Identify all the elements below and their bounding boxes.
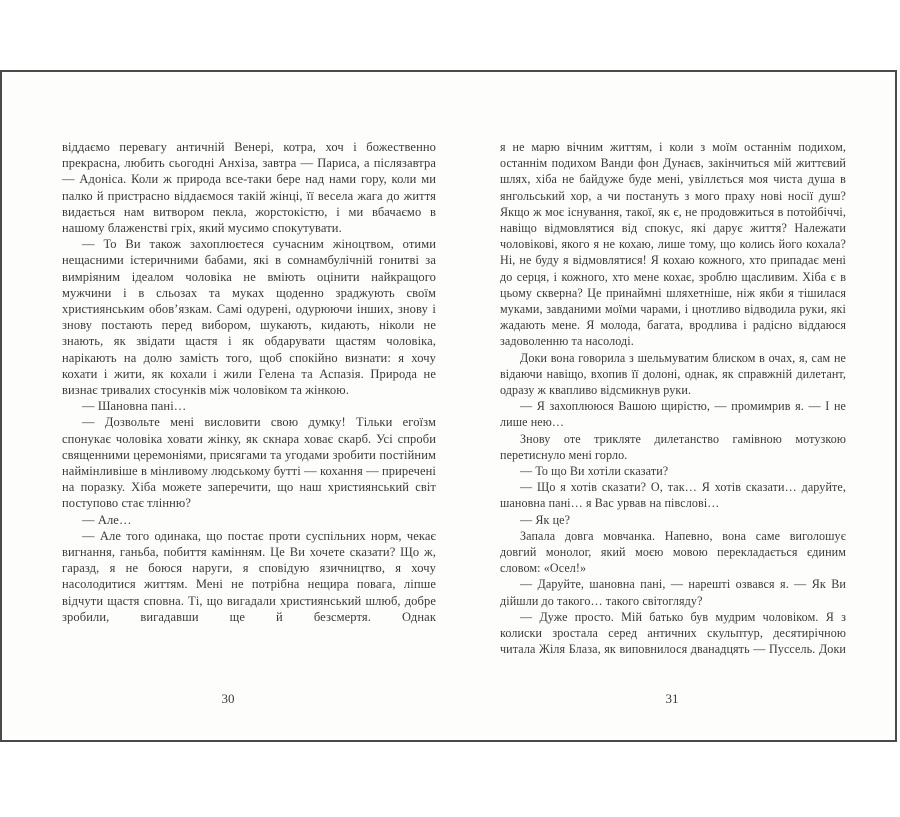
right-page-text-column: [500, 139, 846, 658]
left-page-number: 30: [221, 691, 235, 706]
book-paragraph: — Але того одинака, що постає проти суспільних норм, чекає вигнання, ганьба, побиття камінням. Це Ви хочете сказати? Що ж, гаразд, я не боюся наруги, я сповідую язичництво, я хочу насолодитися життям. Мені не потрібна нещира повага, ліпше відчути щастя сповна. Ті, що вигадали християнський шлюб, добре зробили, вигадавши ще й безсмертя. Однак: [62, 528, 436, 624]
book-paragraph: — Дуже просто. Мій батько був мудрим чоловіком. Я з колиски зростала серед античних скульптур, десятирічною читала Жіля Блаза, як виповнилося дванадцять — Пуссель. Доки: [500, 609, 846, 657]
book-paragraph: — То Ви також захоплюєтеся сучасним жіноцтвом, отими нещасними істеричними бабами, які в сомнамбулічній гонитві за вимріяним ідеалом чоловіка не вміють оцінити найкращого мужчини і в сльозах та муках щоденно зраджують своїм християнським обов’язкам. Самі одурені, одурюючи інших, знову і знову постають перед вибором, шукають, кидають, ніколи не знають, як звідати щастя і як обдарувати щастям чоловіка, нарікають на долю замість того, щоб спокійно визнати: я хочу кохати і жити, як кохали і жили Гелена та Аспазія. Природа не визнає тривалих стосунків між чоловіком та жінкою.: [62, 237, 436, 398]
book-paragraph: — Дозвольте мені висловити свою думку! Тільки егоїзм спонукає чоловіка ховати жінку, як скнара ховає скарб. Усі спроби священними церемоніями, присягами та угодами зробити постійним наймінливіше в мінливому людському бутті — кохання — приречені на поразку. Хіба можете заперечити, що наш християнський світ поступово стає тлінню?: [62, 415, 436, 511]
book-paragraph: — Що я хотів сказати? О, так… Я хотів сказати… даруйте, шановна пані… я Вас урвав на півслові…: [500, 480, 846, 511]
left-page-text-column: [62, 139, 436, 625]
book-paragraph: Доки вона говорила з шельмуватим блиском в очах, я, сам не відаючи навіщо, вхопив її долоні, однак, як справжній дилетант, одразу ж квапливо відсмикнув руки.: [500, 350, 846, 398]
book-paragraph: Знову оте трикляте дилетанство гамівною мотузкою перетиснуло мені горло.: [500, 431, 846, 462]
book-paragraph: — Даруйте, шановна пані, — нарешті озвався я. — Як Ви дійшли до такого… такого світогляду?: [500, 577, 846, 608]
book-paragraph: — Але…: [82, 512, 132, 527]
book-paragraph: — Як це?: [520, 512, 571, 527]
book-paragraph: — Я захоплююся Вашою щирістю, — промимрив я. — І не лише нею…: [500, 399, 846, 430]
book-paragraph: Запала довга мовчанка. Напевно, вона саме виголошує довгий монолог, який моєю мовою перекладається єдиним словом: «Осел!»: [500, 528, 846, 576]
right-page-number: 31: [665, 691, 679, 706]
book-paragraph: віддаємо перевагу античній Венері, котра, хоч і божественно прекрасна, любить сьогодні Анхіза, завтра — Париса, а післязавтра — Адоніса. Коли ж природа все-таки бере над нами гору, коли ми палко й пристрасно віддаємося такій жінці, її весела жага до життя видається нам витвором пекла, жорстокістю, і ми вбачаємо в нашому блаженстві гріх, який мусимо спокутувати.: [62, 140, 436, 236]
book-paragraph: — Шановна пані…: [82, 399, 187, 414]
book-paragraph: — То що Ви хотіли сказати?: [520, 464, 669, 479]
book-spread-frame: [0, 70, 897, 742]
book-paragraph: я не марю вічним життям, і коли з моїм останнім подихом, останнім подихом Ванди фон Дунаєв, закінчиться мій життєвий шлях, хіба не байдуже буде мені, увіллється моя чиста душа в янгольський хор, а чи постануть з мого праху нові носії душ? Якщо ж моє існування, такої, як є, не продовжиться в потойбіччі, навіщо відмовлятися від спокус, які дарує життя? Належати чоловікові, якого я не кохаю, лише тому, що колись його кохала? Ні, не буду я відмовлятися! Я кохаю кожного, хто припадає мені до серця, і кожного, хто мене кохає, зроблю щасливим. Хіба є в цьому скверна? Це принаймні шляхетніше, ніж якби я тішилася муками, завданими моїми чарами, і цнотливо відводила руки, які жадають мене. Я молода, багата, вродлива і радісно віддаюся задоволенню та насолоді.: [500, 140, 846, 349]
